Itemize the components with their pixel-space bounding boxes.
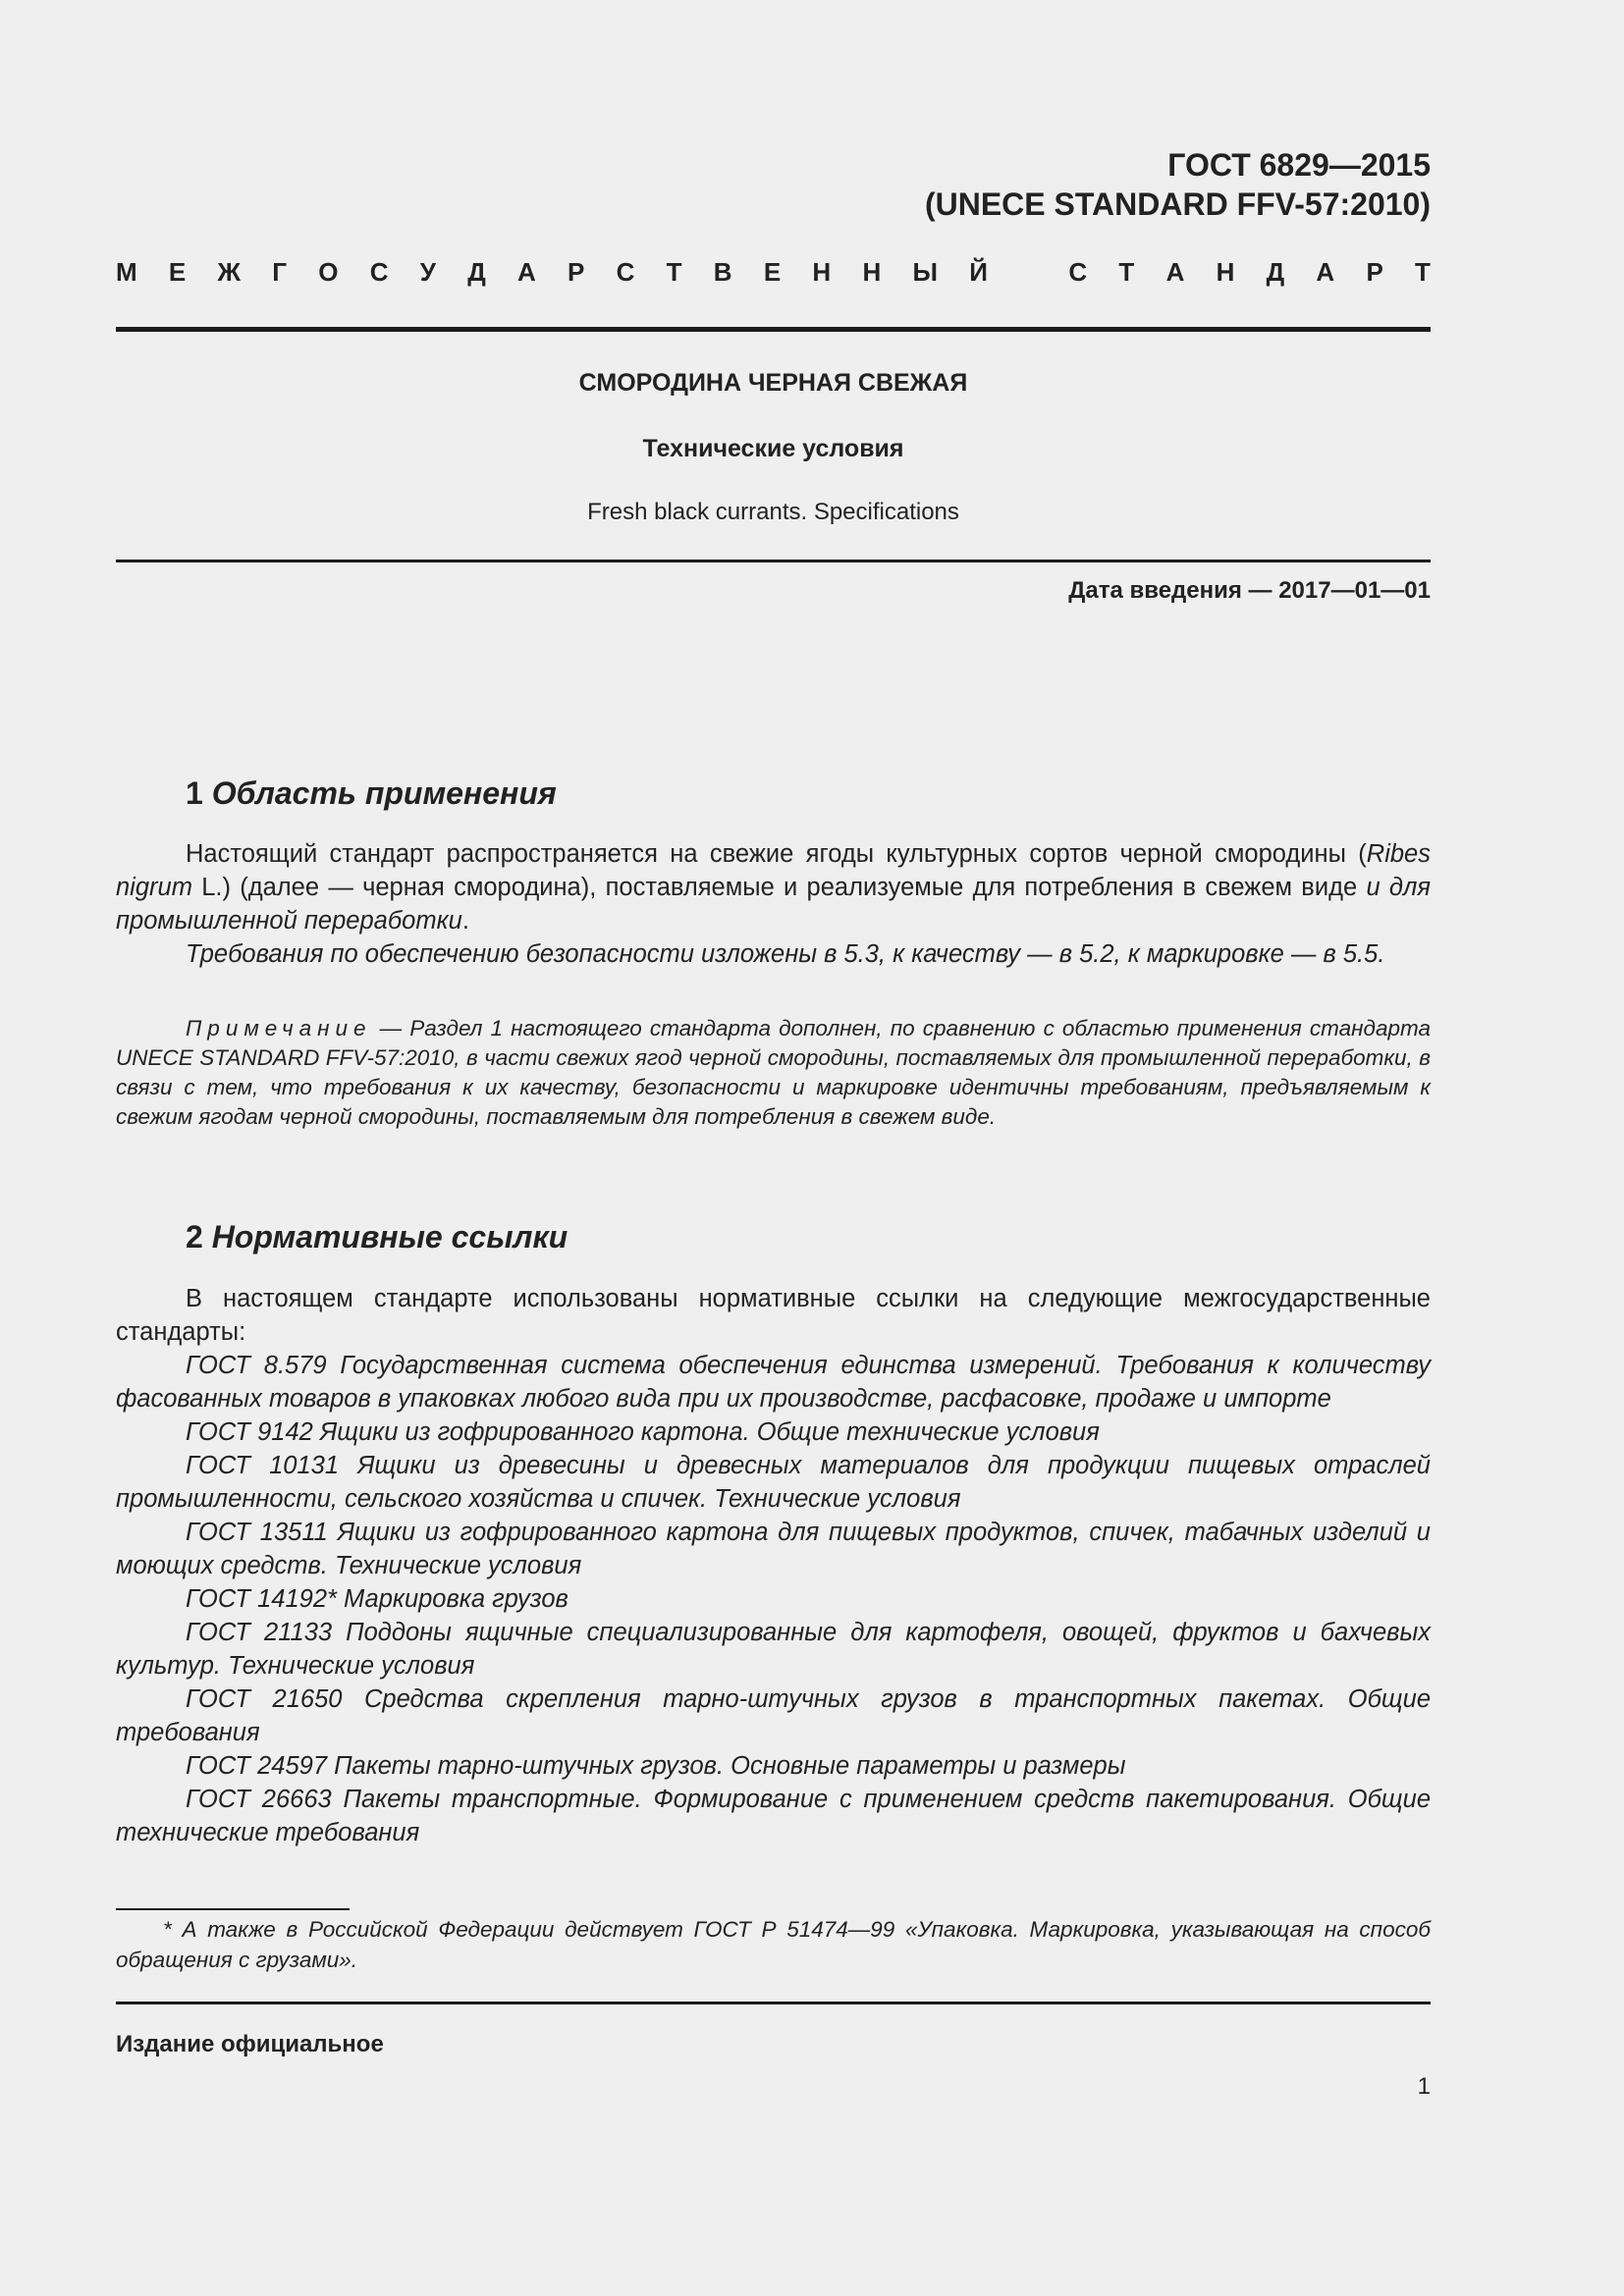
interstate-letter: О <box>318 257 339 287</box>
document-page <box>116 0 1431 2296</box>
reference-item: ГОСТ 13511 Ящики из гофрированного картона для пищевых продуктов, спичек, табачных изделий и моющих средств. Технические условия <box>116 1519 1431 1579</box>
note-text: — Раздел 1 настоящего стандарта дополнен, по сравнению с областью применения стандарта UNECE STANDARD FFV-57:2010, в части свежих ягод черной смородины, поставляемых для промышленной переработки, в связи с тем, что требования к их качеству, безопасности и маркировке идентичны требованиям, предъявляемым к свежим ягодам черной смородины, поставляемым для потребления в свежем виде. <box>116 1016 1431 1129</box>
interstate-letter: С <box>1068 257 1088 287</box>
interstate-letter: Д <box>467 257 486 287</box>
official-edition-label: Издание официальное <box>116 2031 384 2057</box>
interstate-letter: Ж <box>217 257 242 287</box>
note-label: Примечание <box>186 1016 372 1041</box>
interstate-letter: С <box>616 257 635 287</box>
section-2-body <box>116 1282 1431 1849</box>
interstate-letter: Т <box>1118 257 1135 287</box>
section-2-intro: В настоящем стандарте использованы нормативные ссылки на следующие межгосударственные стандарты: <box>116 1285 1431 1346</box>
interstate-letter: Н <box>862 257 882 287</box>
interstate-letter: А <box>1316 257 1335 287</box>
interstate-letter: Т <box>666 257 682 287</box>
interstate-letter: Е <box>763 257 782 287</box>
section-1-note <box>116 1014 1431 1132</box>
interstate-letter: М <box>116 257 137 287</box>
interstate-letter: А <box>1165 257 1185 287</box>
interstate-letter: Д <box>1266 257 1285 287</box>
interstate-letter: У <box>419 257 436 287</box>
section-2-heading: 2 Нормативные ссылки <box>186 1219 568 1255</box>
footnote: * А также в Российской Федерации действует ГОСТ Р 51474—99 «Упаковка. Маркировка, указывающая на способ обращения с грузами». <box>116 1917 1431 1972</box>
reference-item: ГОСТ 14192* Маркировка грузов <box>186 1585 568 1613</box>
interstate-letter: Ы <box>912 257 938 287</box>
interstate-letter: Н <box>1216 257 1235 287</box>
reference-item: ГОСТ 24597 Пакеты тарно-штучных грузов. Основные параметры и размеры <box>186 1752 1126 1780</box>
section-1-heading: 1 Область применения <box>186 775 557 811</box>
interstate-letter: С <box>369 257 389 287</box>
reference-item: ГОСТ 10131 Ящики из древесины и древесных материалов для продукции пищевых отраслей промышленности, сельского хозяйства и спичек. Технические условия <box>116 1452 1431 1513</box>
gost-code <box>116 145 1431 224</box>
section-1-paragraph-2: Требования по обеспечению безопасности изложены в 5.3, к качеству — в 5.2, к маркировке — в 5.5. <box>186 940 1385 968</box>
document-title: СМОРОДИНА ЧЕРНАЯ СВЕЖАЯ <box>578 369 968 397</box>
interstate-letter: Е <box>168 257 187 287</box>
page-number: 1 <box>1417 2073 1431 2100</box>
gost-code-line1: ГОСТ 6829—2015 <box>1167 147 1431 183</box>
reference-item: ГОСТ 26663 Пакеты транспортные. Формирование с применением средств пакетирования. Общие технические требования <box>116 1786 1431 1846</box>
reference-item: ГОСТ 21133 Поддоны ящичные специализированные для картофеля, овощей, фруктов и бахчевых культур. Технические условия <box>116 1619 1431 1680</box>
reference-item: ГОСТ 9142 Ящики из гофрированного картона. Общие технические условия <box>186 1418 1100 1446</box>
interstate-letter: Н <box>812 257 832 287</box>
reference-item: ГОСТ 8.579 Государственная система обеспечения единства измерений. Требования к количеству фасованных товаров в упаковках любого вида при их производстве, расфасовке, продаже и импорте <box>116 1352 1431 1413</box>
interstate-letter: Р <box>1366 257 1383 287</box>
introduction-date: Дата введения — 2017—01—01 <box>1068 577 1431 604</box>
interstate-letter: В <box>713 257 732 287</box>
section-1-body <box>116 837 1431 971</box>
document-subtitle: Технические условия <box>642 435 904 462</box>
english-title: Fresh black currants. Specifications <box>587 499 959 525</box>
gost-code-line2: (UNECE STANDARD FFV-57:2010) <box>924 187 1431 222</box>
header-divider <box>116 327 1431 332</box>
interstate-letter: А <box>517 257 536 287</box>
footnote-separator <box>116 1908 350 1910</box>
section-1-paragraph-1: Настоящий стандарт распространяется на свежие ягоды культурных сортов черной смородины (Ribes nigrum L.) (далее — черная смородина), поставляемые и реализуемые для потребления в свежем виде и для промышленной переработки. <box>116 840 1431 934</box>
footer-divider <box>116 2002 1431 2004</box>
title-divider <box>116 560 1431 562</box>
interstate-letter: Й <box>969 257 988 287</box>
reference-item: ГОСТ 21650 Средства скрепления тарно-штучных грузов в транспортных пакетах. Общие требования <box>116 1685 1431 1746</box>
interstate-standard-label <box>116 257 1431 288</box>
interstate-letter: Г <box>272 257 288 287</box>
interstate-letter <box>1019 257 1037 288</box>
interstate-letter: Р <box>568 257 585 287</box>
interstate-letter: Т <box>1415 257 1431 287</box>
